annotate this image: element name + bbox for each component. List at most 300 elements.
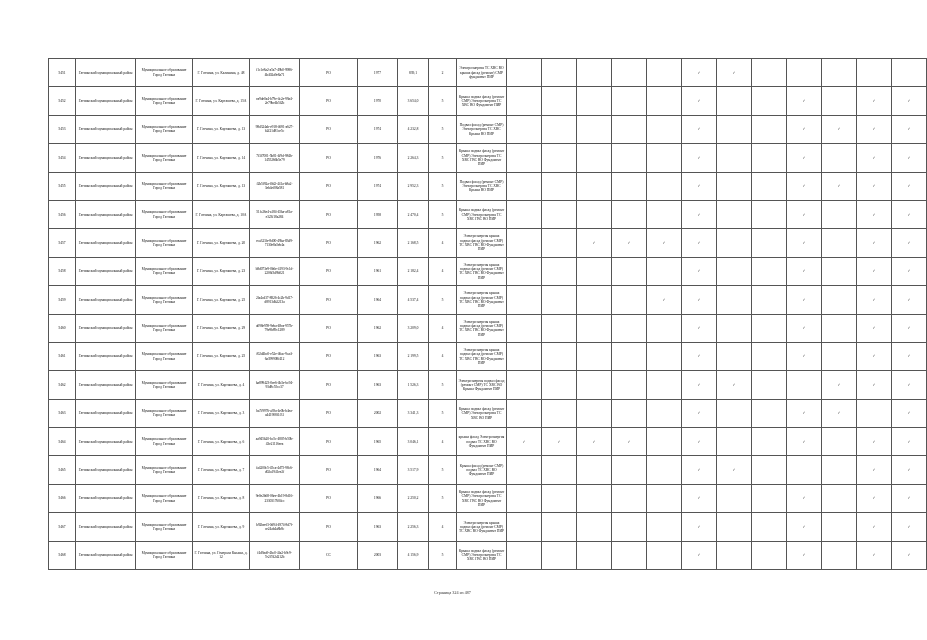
area-cell: 2 199,5	[398, 342, 429, 370]
count-cell: 5	[429, 144, 457, 172]
checkmark-icon: ✓	[907, 127, 911, 132]
checkmark-icon: ✓	[802, 524, 806, 529]
check-cell-3	[577, 59, 612, 87]
guid-cell: fa4200c5-45ca-4d75-98c6-d02a1941ee2f	[250, 456, 300, 484]
check-cell-2	[542, 484, 577, 512]
checkmark-icon: ✓	[697, 411, 701, 416]
count-cell: 4	[429, 229, 457, 257]
check-cell-9	[787, 314, 822, 342]
check-cell-11	[857, 144, 892, 172]
check-cell-12	[892, 229, 927, 257]
checkmark-icon: ✓	[697, 524, 701, 529]
count-cell: 5	[429, 456, 457, 484]
address-cell: Г. Гатчина, ул. Карташева, д. 23	[193, 257, 250, 285]
check-cell-11	[857, 115, 892, 143]
address-cell: Г. Гатчина, ул. Карташева, д. 13	[193, 172, 250, 200]
form-cell: РО	[300, 257, 358, 285]
municipality-cell: Муниципальное образование Город Гатчина	[136, 541, 193, 569]
check-cell-1	[507, 513, 542, 541]
check-cell-1	[507, 144, 542, 172]
year-cell: 1976	[358, 144, 398, 172]
year-cell: 1963	[358, 371, 398, 399]
checkmark-icon: ✓	[802, 184, 806, 189]
checkmark-icon: ✓	[872, 212, 876, 217]
table-row	[49, 342, 927, 370]
row-number: 5457	[49, 229, 76, 257]
count-cell: 4	[429, 257, 457, 285]
check-cell-2	[542, 513, 577, 541]
municipality-cell: Муниципальное образование Город Гатчина	[136, 87, 193, 115]
guid-cell: 51fc26e4-a184-45ba-a81a-e323f18a284	[250, 200, 300, 228]
table-row	[49, 59, 927, 87]
check-cell-11	[857, 59, 892, 87]
check-cell-6	[682, 286, 717, 314]
check-cell-11	[857, 314, 892, 342]
guid-cell: f1c1e8a2-a5a7-49b0-9986-4b402a9e8a71	[250, 59, 300, 87]
check-cell-5	[647, 172, 682, 200]
table-row	[49, 428, 927, 456]
check-cell-2	[542, 286, 577, 314]
check-cell-12	[892, 144, 927, 172]
checkmark-icon: ✓	[907, 155, 911, 160]
check-cell-2	[542, 172, 577, 200]
count-cell: 5	[429, 200, 457, 228]
check-cell-1	[507, 314, 542, 342]
check-cell-5	[647, 257, 682, 285]
address-cell: Г. Гатчина, ул. Карташева, д. 29	[193, 314, 250, 342]
check-cell-5	[647, 286, 682, 314]
row-number: 5459	[49, 286, 76, 314]
works-cell: Электроэнергия подвал фасад (ремонт СМР) ТС ХВС ВО Крыша Фундамент ПИР	[457, 371, 507, 399]
district-cell: Гатчинский муниципальный район	[76, 314, 136, 342]
checkmark-icon: ✓	[802, 411, 806, 416]
form-cell: РО	[300, 314, 358, 342]
check-cell-8	[752, 144, 787, 172]
check-cell-4	[612, 172, 647, 200]
guid-cell: ea9de0a4-b79e-4c2e-99a4-2e79be4b5f2b	[250, 87, 300, 115]
check-cell-8	[752, 428, 787, 456]
check-cell-2	[542, 399, 577, 427]
check-cell-12	[892, 172, 927, 200]
address-cell: Г. Гатчина, ул. Карташева, д. 8	[193, 484, 250, 512]
checkmark-icon: ✓	[697, 155, 701, 160]
check-cell-10	[822, 172, 857, 200]
count-cell: 5	[429, 399, 457, 427]
checkmark-icon: ✓	[907, 382, 911, 387]
address-cell: Г. Гатчина, ул. Карташева, д. 10А	[193, 200, 250, 228]
row-number: 5466	[49, 484, 76, 512]
area-cell: 3 517,9	[398, 456, 429, 484]
row-number: 5458	[49, 257, 76, 285]
checkmark-icon: ✓	[907, 326, 911, 331]
area-cell: 839,1	[398, 59, 429, 87]
check-cell-7	[717, 314, 752, 342]
district-cell: Гатчинский муниципальный район	[76, 428, 136, 456]
check-cell-6	[682, 144, 717, 172]
check-cell-12	[892, 200, 927, 228]
check-cell-3	[577, 144, 612, 172]
check-cell-3	[577, 371, 612, 399]
checkmark-icon: ✓	[697, 496, 701, 501]
check-cell-5	[647, 428, 682, 456]
check-cell-11	[857, 456, 892, 484]
check-cell-10	[822, 59, 857, 87]
row-number: 5452	[49, 87, 76, 115]
year-cell: 1963	[358, 513, 398, 541]
check-cell-4	[612, 314, 647, 342]
area-cell: 2 952,3	[398, 172, 429, 200]
district-cell: Гатчинский муниципальный район	[76, 172, 136, 200]
district-cell: Гатчинский муниципальный район	[76, 513, 136, 541]
check-cell-11	[857, 399, 892, 427]
check-cell-8	[752, 172, 787, 200]
check-cell-10	[822, 229, 857, 257]
check-cell-10	[822, 456, 857, 484]
check-cell-8	[752, 484, 787, 512]
check-cell-4	[612, 87, 647, 115]
check-cell-12	[892, 342, 927, 370]
check-cell-9	[787, 87, 822, 115]
district-cell: Гатчинский муниципальный район	[76, 541, 136, 569]
district-cell: Гатчинский муниципальный район	[76, 144, 136, 172]
check-cell-8	[752, 257, 787, 285]
check-cell-11	[857, 484, 892, 512]
form-cell: РО	[300, 371, 358, 399]
check-cell-11	[857, 172, 892, 200]
area-cell: 4 232,8	[398, 115, 429, 143]
address-cell: Г. Гатчина, ул. Генерала Кныша, д. 12	[193, 541, 250, 569]
municipality-cell: Муниципальное образование Город Гатчина	[136, 229, 193, 257]
guid-cell: f2b5f92a-f0d2-441a-b8a2-3eb4ef08a581	[250, 172, 300, 200]
check-cell-9	[787, 399, 822, 427]
guid-cell: a098e959-9eba-48ea-957b-79e9b89c1289	[250, 314, 300, 342]
check-cell-3	[577, 200, 612, 228]
address-cell: Г. Гатчина, ул. Карташева, д. 4	[193, 371, 250, 399]
works-cell: Электроэнергия крыша подвал фасад (ремонт СМР) ТС ХВС ГВС ВО Фундамент ПИР	[457, 342, 507, 370]
form-cell: СС	[300, 541, 358, 569]
checkmark-icon: ✓	[907, 184, 911, 189]
register-table	[48, 58, 927, 570]
check-cell-4	[612, 456, 647, 484]
check-cell-3	[577, 257, 612, 285]
check-cell-7	[717, 342, 752, 370]
year-cell: 2002	[358, 399, 398, 427]
works-cell: Электроэнергия крыша подвал фасад (ремонт СМР) ТС ХВС ГВС ВО Фундамент ПИР	[457, 314, 507, 342]
checkmark-icon: ✓	[872, 155, 876, 160]
municipality-cell: Муниципальное образование Город Гатчина	[136, 172, 193, 200]
table-row	[49, 87, 927, 115]
checkmark-icon: ✓	[662, 240, 666, 245]
check-cell-4	[612, 371, 647, 399]
checkmark-icon: ✓	[802, 155, 806, 160]
check-cell-9	[787, 484, 822, 512]
check-cell-7	[717, 286, 752, 314]
municipality-cell: Муниципальное образование Город Гатчина	[136, 115, 193, 143]
check-cell-2	[542, 257, 577, 285]
check-cell-6	[682, 513, 717, 541]
table-row	[49, 456, 927, 484]
municipality-cell: Муниципальное образование Город Гатчина	[136, 513, 193, 541]
works-cell: Электроэнергия крыша подвал фасад (ремонт СМР) ТС ХВС ГВС ВО Фундамент ПИР	[457, 229, 507, 257]
checkmark-icon: ✓	[697, 439, 701, 444]
checkmark-icon: ✓	[697, 184, 701, 189]
check-cell-12	[892, 484, 927, 512]
check-cell-6	[682, 257, 717, 285]
check-cell-8	[752, 286, 787, 314]
address-cell: Г. Гатчина, ул. Карташева, д. 25	[193, 342, 250, 370]
check-cell-10	[822, 257, 857, 285]
check-cell-6	[682, 399, 717, 427]
count-cell: 5	[429, 541, 457, 569]
checkmark-icon: ✓	[907, 354, 911, 359]
address-cell: Г. Гатчина, ул. Карташева, д. 7	[193, 456, 250, 484]
municipality-cell: Муниципальное образование Город Гатчина	[136, 144, 193, 172]
checkmark-icon: ✓	[872, 468, 876, 473]
page-footer: Страница 324 из 487	[434, 590, 471, 595]
check-cell-9	[787, 513, 822, 541]
check-cell-8	[752, 342, 787, 370]
check-cell-11	[857, 371, 892, 399]
row-number: 5464	[49, 428, 76, 456]
checkmark-icon: ✓	[837, 411, 841, 416]
check-cell-5	[647, 144, 682, 172]
area-cell: 2 470,4	[398, 200, 429, 228]
form-cell: РО	[300, 229, 358, 257]
checkmark-icon: ✓	[907, 439, 911, 444]
form-cell: РО	[300, 484, 358, 512]
check-cell-6	[682, 59, 717, 87]
guid-cell: eca323fe-8d00-49ba-83d9-7130e8a5eb4a	[250, 229, 300, 257]
works-cell: Электроэнергия крыша подвал фасад (ремонт СМР) ТС ХВС ВО Фундамент ПИР	[457, 513, 507, 541]
check-cell-7	[717, 456, 752, 484]
year-cell: 1963	[358, 342, 398, 370]
count-cell: 4	[429, 428, 457, 456]
check-cell-3	[577, 342, 612, 370]
check-cell-9	[787, 144, 822, 172]
check-cell-4	[612, 59, 647, 87]
check-cell-11	[857, 541, 892, 569]
area-cell: 3 209,0	[398, 314, 429, 342]
works-cell: Электроэнергия крыша подвал фасад (ремонт СМР) ТС ХВС ГВС ВО Фундамент ПИР	[457, 257, 507, 285]
check-cell-10	[822, 513, 857, 541]
check-cell-12	[892, 59, 927, 87]
check-cell-4	[612, 229, 647, 257]
guid-cell: 7f3f7001-5b81-4f9d-984b-1455266b5e79	[250, 144, 300, 172]
checkmark-icon: ✓	[732, 468, 736, 473]
works-cell: Крыша подвал фасад (ремонт СМР) Электроэнергия ТС ХВС ГВС ВО ПИР	[457, 200, 507, 228]
year-cell: 1974	[358, 115, 398, 143]
checkmark-icon: ✓	[697, 127, 701, 132]
check-cell-7	[717, 399, 752, 427]
form-cell: РО	[300, 200, 358, 228]
check-cell-3	[577, 314, 612, 342]
table-row	[49, 115, 927, 143]
checkmark-icon: ✓	[872, 326, 876, 331]
check-cell-12	[892, 87, 927, 115]
count-cell: 2	[429, 59, 457, 87]
municipality-cell: Муниципальное образование Город Гатчина	[136, 484, 193, 512]
checkmark-icon: ✓	[697, 98, 701, 103]
check-cell-5	[647, 200, 682, 228]
district-cell: Гатчинский муниципальный район	[76, 371, 136, 399]
form-cell: РО	[300, 428, 358, 456]
check-cell-6	[682, 115, 717, 143]
check-cell-4	[612, 428, 647, 456]
check-cell-8	[752, 399, 787, 427]
year-cell: 1965	[358, 428, 398, 456]
count-cell: 5	[429, 172, 457, 200]
check-cell-7	[717, 200, 752, 228]
count-cell: 4	[429, 314, 457, 342]
row-number: 5465	[49, 456, 76, 484]
row-number: 5460	[49, 314, 76, 342]
check-cell-6	[682, 172, 717, 200]
table-row	[49, 371, 927, 399]
form-cell: РО	[300, 115, 358, 143]
check-cell-8	[752, 314, 787, 342]
checkmark-icon: ✓	[907, 468, 911, 473]
district-cell: Гатчинский муниципальный район	[76, 286, 136, 314]
row-number: 5463	[49, 399, 76, 427]
check-cell-10	[822, 484, 857, 512]
check-cell-8	[752, 115, 787, 143]
check-cell-9	[787, 371, 822, 399]
checkmark-icon: ✓	[697, 468, 701, 473]
guid-cell: aa945b20-bc5c-4805-b50b-43e21116eea	[250, 428, 300, 456]
check-cell-3	[577, 428, 612, 456]
checkmark-icon: ✓	[697, 326, 701, 331]
check-cell-10	[822, 541, 857, 569]
address-cell: Г. Гатчина, ул. Калинина, д. 48	[193, 59, 250, 87]
check-cell-2	[542, 59, 577, 87]
check-cell-3	[577, 399, 612, 427]
checkmark-icon: ✓	[802, 297, 806, 302]
form-cell: РО	[300, 342, 358, 370]
check-cell-9	[787, 342, 822, 370]
checkmark-icon: ✓	[907, 297, 911, 302]
check-cell-8	[752, 456, 787, 484]
works-cell: крыша фасад Электроэнергия подвал ТС ХВС ВО Фундамент ПИР	[457, 428, 507, 456]
check-cell-10	[822, 428, 857, 456]
form-cell: РО	[300, 172, 358, 200]
check-cell-12	[892, 456, 927, 484]
checkmark-icon: ✓	[592, 439, 596, 444]
check-cell-7	[717, 428, 752, 456]
check-cell-9	[787, 229, 822, 257]
table-row	[49, 257, 927, 285]
checkmark-icon: ✓	[802, 553, 806, 558]
table-row	[49, 399, 927, 427]
area-cell: 2 168,5	[398, 229, 429, 257]
count-cell: 5	[429, 87, 457, 115]
municipality-cell: Муниципальное образование Город Гатчина	[136, 200, 193, 228]
count-cell: 4	[429, 342, 457, 370]
check-cell-12	[892, 371, 927, 399]
works-cell: Подвал фасад (ремонт СМР) Электроэнергия ТС ХВС Крыша ВО ПИР	[457, 172, 507, 200]
check-cell-12	[892, 541, 927, 569]
check-cell-7	[717, 59, 752, 87]
check-cell-1	[507, 371, 542, 399]
table-row	[49, 200, 927, 228]
district-cell: Гатчинский муниципальный район	[76, 484, 136, 512]
municipality-cell: Муниципальное образование Город Гатчина	[136, 456, 193, 484]
check-cell-9	[787, 115, 822, 143]
check-cell-6	[682, 314, 717, 342]
check-cell-4	[612, 257, 647, 285]
check-cell-2	[542, 200, 577, 228]
checkmark-icon: ✓	[592, 240, 596, 245]
municipality-cell: Муниципальное образование Город Гатчина	[136, 342, 193, 370]
municipality-cell: Муниципальное образование Город Гатчина	[136, 59, 193, 87]
check-cell-1	[507, 484, 542, 512]
check-cell-12	[892, 314, 927, 342]
check-cell-10	[822, 371, 857, 399]
checkmark-icon: ✓	[907, 496, 911, 501]
check-cell-2	[542, 541, 577, 569]
table-row	[49, 484, 927, 512]
municipality-cell: Муниципальное образование Город Гатчина	[136, 257, 193, 285]
check-cell-3	[577, 229, 612, 257]
district-cell: Гатчинский муниципальный район	[76, 87, 136, 115]
check-cell-1	[507, 399, 542, 427]
check-cell-6	[682, 87, 717, 115]
guid-cell: ba899423-0ee6-4b3e-bc94-93d8c55cc37	[250, 371, 300, 399]
checkmark-icon: ✓	[907, 212, 911, 217]
year-cell: 2003	[358, 541, 398, 569]
works-cell: Электроэнергия крыша подвал фасад (ремонт СМР) ТС ХВС ГВС ВО Фундамент ПИР	[457, 286, 507, 314]
checkmark-icon: ✓	[697, 354, 701, 359]
check-cell-4	[612, 541, 647, 569]
checkmark-icon: ✓	[837, 184, 841, 189]
check-cell-6	[682, 200, 717, 228]
checkmark-icon: ✓	[872, 269, 876, 274]
works-cell: Крыша подвал фасад (ремонт СМР) Электроэнергия ТС ХВС ГВС ВО ПИР	[457, 541, 507, 569]
check-cell-9	[787, 200, 822, 228]
checkmark-icon: ✓	[872, 354, 876, 359]
checkmark-icon: ✓	[872, 553, 876, 558]
row-number: 5467	[49, 513, 76, 541]
check-cell-8	[752, 513, 787, 541]
checkmark-icon: ✓	[872, 382, 876, 387]
check-cell-6	[682, 371, 717, 399]
checkmark-icon: ✓	[802, 496, 806, 501]
check-cell-8	[752, 200, 787, 228]
year-cell: 1958	[358, 200, 398, 228]
checkmark-icon: ✓	[802, 212, 806, 217]
guid-cell: 2fa4cd37-8826-4c2b-9d17-d8913db2213a	[250, 286, 300, 314]
check-cell-2	[542, 115, 577, 143]
checkmark-icon: ✓	[872, 184, 876, 189]
checkmark-icon: ✓	[872, 297, 876, 302]
check-cell-9	[787, 541, 822, 569]
checkmark-icon: ✓	[697, 240, 701, 245]
check-cell-12	[892, 428, 927, 456]
form-cell: РО	[300, 144, 358, 172]
row-number: 5454	[49, 144, 76, 172]
count-cell: 5	[429, 371, 457, 399]
checkmark-icon: ✓	[697, 297, 701, 302]
check-cell-1	[507, 200, 542, 228]
check-cell-5	[647, 59, 682, 87]
district-cell: Гатчинский муниципальный район	[76, 399, 136, 427]
address-cell: Г. Гатчина, ул. Карташева, д. 20	[193, 229, 250, 257]
checkmark-icon: ✓	[872, 439, 876, 444]
check-cell-10	[822, 87, 857, 115]
table-row	[49, 172, 927, 200]
check-cell-7	[717, 229, 752, 257]
check-cell-10	[822, 200, 857, 228]
check-cell-2	[542, 342, 577, 370]
